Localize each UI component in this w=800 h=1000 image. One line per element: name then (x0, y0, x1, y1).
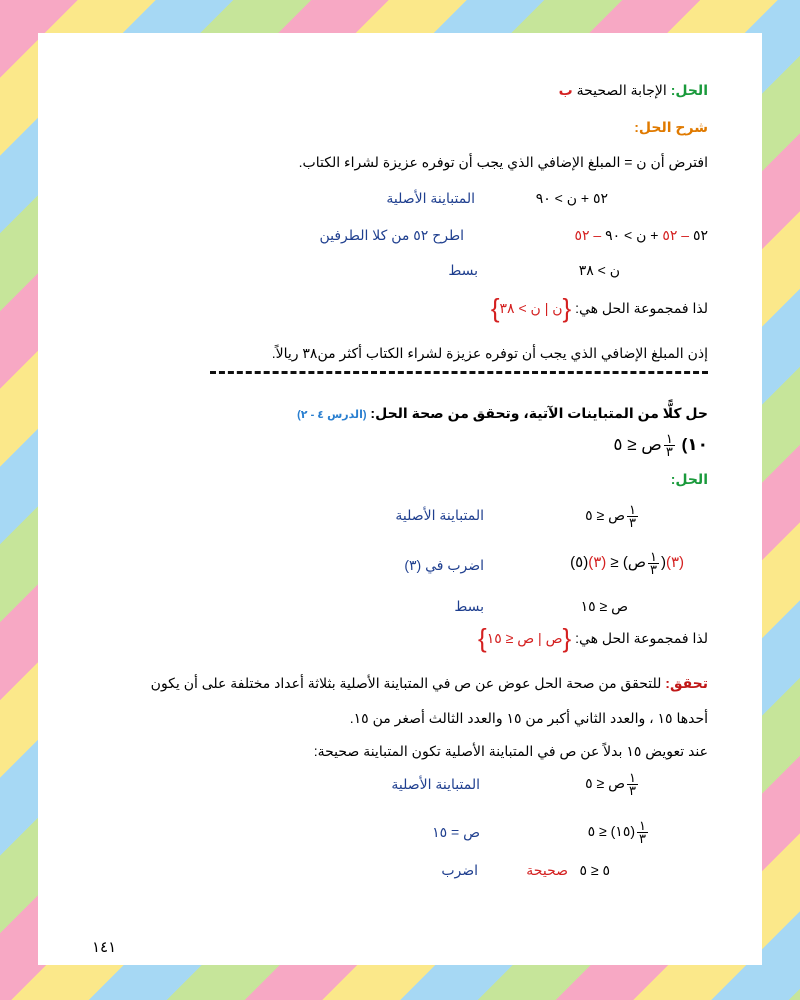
explanation-title: شرح الحل: (634, 119, 708, 135)
brace-open: { (562, 623, 572, 654)
page-number: ١٤١ (92, 939, 117, 956)
p1-step2-note: اطرح ٥٢ من كلا الطرفين (319, 227, 464, 243)
page-sheet (38, 33, 762, 965)
fraction-one-third: $\frac{١}{٣}$ (649, 548, 657, 577)
check-text-1: للتحقق من صحة الحل عوض عن ص في المتباينة الأصلية بثلاثة أعداد مختلفة على أن يكون (150, 675, 662, 691)
p1-conclusion: إذن المبلغ الإضافي الذي يجب أن توفره عزيزة لشراء الكتاب أكثر من٣٨ ريالاً. (271, 345, 708, 361)
problem-inequality: ص ≤ ٥ (613, 435, 662, 454)
problem-number: ١٠) (681, 435, 708, 454)
check-text-2: أحدها ١٥ ، والعدد الثاني أكبر من ١٥ والعدد الثالث أصغر من ١٥. (349, 710, 708, 726)
check-row3-note: اضرب (441, 862, 478, 878)
check-row1-note: المتباينة الأصلية (391, 776, 480, 792)
p2-set-prefix: لذا فمجموعة الحل هي: (575, 630, 708, 646)
p1-step3-math: ن > ٣٨ (578, 262, 620, 278)
lesson-ref: (الدرس ٤ - ٢) (297, 409, 367, 421)
fraction-one-third: $\frac{١}{٣}$ (665, 431, 673, 460)
p1-solution-set (490, 293, 708, 324)
brace-close: } (478, 623, 487, 654)
brace-close: } (490, 293, 500, 324)
p1-step2-math (574, 225, 708, 245)
answer-line (559, 80, 708, 100)
p1-step1-note: المتباينة الأصلية (386, 190, 475, 206)
check-row3-math: ٥ ≤ ٥ (579, 862, 610, 878)
p2-step2-note: اضرب في (٣) (404, 557, 484, 573)
p2-set-inner: ص | ص ≤ ١٥ (486, 630, 563, 646)
solution-label: الحل: (670, 82, 708, 98)
p2-step2-math: (٣)( $\frac{١}{٣}$ ص) ≤ (٣)(٥) (570, 548, 684, 577)
p1-step2-term2: + ن > ٩٠ (605, 227, 663, 243)
check-label: تحقق: (665, 675, 708, 691)
fraction-one-third: $\frac{١}{٣}$ (629, 501, 636, 530)
fraction-one-third: $\frac{١}{٣}$ (629, 769, 636, 798)
check-row3-status: صحيحة (526, 862, 568, 878)
assume-text: افترض أن ن = المبلغ الإضافي الذي يجب أن توفره عزيزة لشراء الكتاب. (298, 154, 708, 170)
p2-instruction-line (297, 403, 708, 425)
check-row2-note: ص = ١٥ (432, 824, 480, 840)
check-text-3: عند تعويض ١٥ بدلاً عن ص في المتباينة الأصلية تكون المتباينة صحيحة: (313, 743, 708, 759)
p1-step2-red-term: – ٥٢ (662, 227, 693, 243)
p2-solution-label: الحل: (670, 471, 708, 487)
check-row1-math: $\frac{١}{٣}$ ص ≤ ٥ (585, 769, 636, 798)
p2-solution-set (478, 623, 708, 654)
answer-text: الإجابة الصحيحة (576, 82, 667, 98)
dashed-divider (210, 371, 708, 374)
p2-step1-math: $\frac{١}{٣}$ ص ≤ ٥ (585, 501, 636, 530)
p1-set-prefix: لذا فمجموعة الحل هي: (575, 300, 708, 316)
p2-step1-note: المتباينة الأصلية (395, 507, 484, 523)
p1-step2-red-term2: – ٥٢ (574, 227, 606, 243)
p1-step2-term: ٥٢ (692, 227, 708, 243)
p2-instruction: حل كلًّا من المتباينات الآتية، وتحقق من صحة الحل: (370, 405, 708, 421)
p1-step1-math: ٥٢ + ن > ٩٠ (535, 190, 608, 206)
fraction-one-third: $\frac{١}{٣}$ (639, 817, 646, 846)
answer-letter: ب (558, 82, 573, 98)
problem-10 (613, 432, 708, 458)
p1-step3-note: بسط (448, 262, 478, 278)
p2-step3-note: بسط (454, 598, 484, 614)
check-row2-math: $\frac{١}{٣}$ (١٥) ≤ ٥ (587, 817, 646, 846)
check-line-1 (151, 673, 708, 693)
brace-open: { (562, 293, 572, 324)
p2-step3-math: ص ≤ ١٥ (580, 598, 628, 614)
p1-set-inner: ن | ن > ٣٨ (499, 300, 563, 316)
